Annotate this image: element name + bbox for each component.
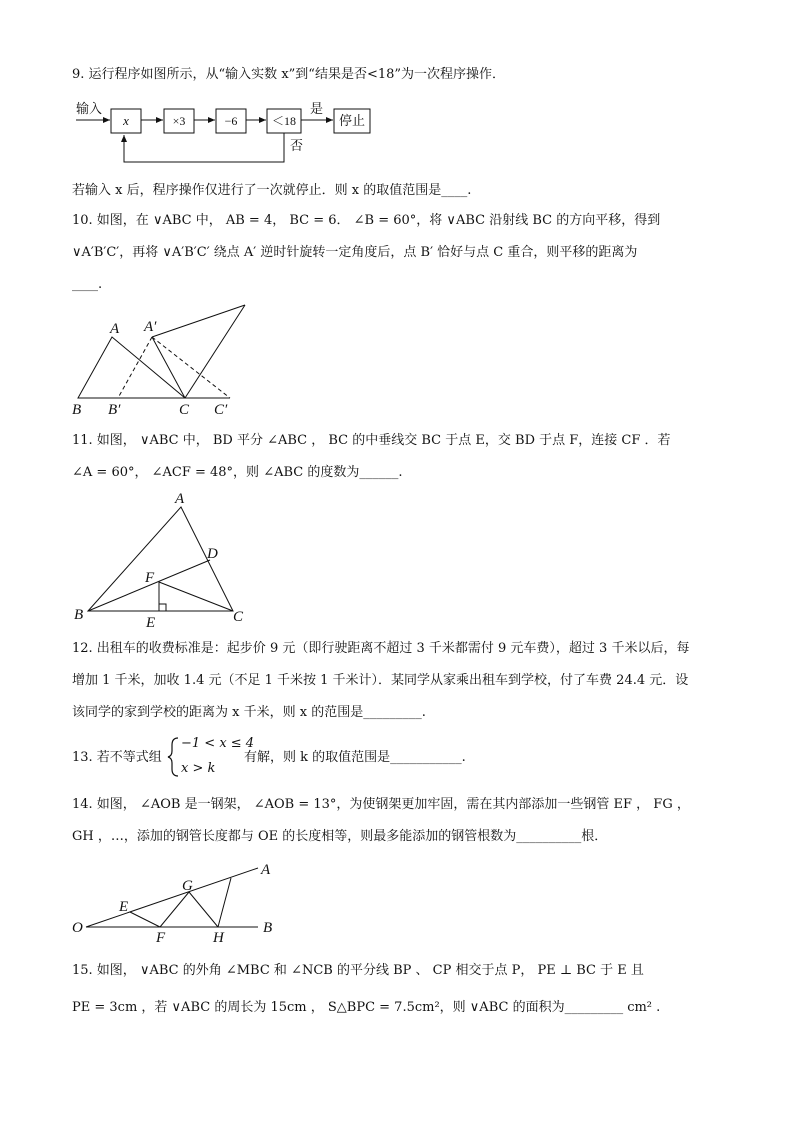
svg-text:＜18: ＜18 (271, 114, 297, 128)
fig10-label-C: C (179, 402, 190, 418)
q9-stem: 9. 运行程序如图所示，从“输入实数 x”到“结果是否<18”为一次程序操作． (72, 67, 506, 82)
svg-text:停止: 停止 (338, 113, 366, 128)
svg-text:−6: −6 (224, 114, 238, 128)
q11-line1: 11. 如图， ∨ABC 中， BD 平分 ∠ABC ， BC 的中垂线交 BC 于点 E，交 BD 于点 F，连接 CF ．若 (72, 433, 671, 448)
svg-text:x: x (123, 113, 129, 128)
q15-line1: 15. 如图， ∨ABC 的外角 ∠MBC 和 ∠NCB 的平分线 BP 、 CP 相交于点 P， PE ⊥ BC 于 E 且 (72, 963, 644, 978)
q13-suffix: 有解，则 k 的取值范围是___________. (244, 750, 466, 765)
fig10-label-B: B (72, 402, 82, 418)
q9-question: 若输入 x 后，程序操作仅进行了一次就停止．则 x 的取值范围是____. (72, 183, 472, 198)
fig14-label-B: B (263, 920, 273, 936)
fig10-label-A2: A′ (144, 319, 157, 335)
flow-no-label: 否 (290, 138, 304, 153)
fig11-label-C: C (233, 609, 244, 625)
q14-line1: 14. 如图， ∠AOB 是一钢架， ∠AOB = 13°，为使钢架更加牢固，需在其内部添加一些钢管 EF ， FG ， (72, 797, 690, 812)
fig10-label-A: A (110, 321, 120, 337)
q12-line1: 12. 出租车的收费标准是：起步价 9 元（即行驶距离不超过 3 千米都需付 9 元车费），超过 3 千米以后，每 (72, 641, 690, 656)
fig14-label-F: F (156, 930, 166, 946)
fig14-label-G: G (182, 878, 193, 894)
fig10-label-B2: B′ (108, 402, 121, 418)
fig11-label-D: D (207, 546, 218, 562)
fig14-label-O: O (72, 920, 83, 936)
q12-line3: 该同学的家到学校的距离为 x 千米，则 x 的范围是_________. (72, 705, 426, 720)
fig14-label-E: E (119, 899, 129, 915)
fig14-label-H: H (213, 930, 224, 946)
q13-ineq1: −1 < x ≤ 4 (181, 736, 255, 751)
q15-line2: PE = 3cm ，若 ∨ABC 的周长为 15cm ， S△BPC = 7.5cm²，则 ∨ABC 的面积为_________ cm² . (72, 1000, 661, 1015)
q11-line2: ∠A = 60°， ∠ACF = 48°，则 ∠ABC 的度数为______. (72, 465, 403, 480)
fig10-label-C2: C′ (214, 402, 228, 418)
fig11-label-F: F (145, 570, 155, 586)
q13-prefix: 13. 若不等式组 (72, 750, 162, 765)
q10-line3: ____. (72, 277, 103, 292)
fig14-label-A: A (261, 862, 271, 878)
q13-ineq2: x > k (181, 761, 216, 776)
svg-text:×3: ×3 (172, 114, 186, 128)
fig11-label-B: B (74, 607, 84, 623)
q14-line2: GH ，…，添加的钢管长度都与 OE 的长度相等，则最多能添加的钢管根数为__________根． (72, 829, 608, 844)
q10-line2: ∨A′B′C′，再将 ∨A′B′C′ 绕点 A′ 逆时针旋转一定角度后，点 B′ 恰好与点 C 重合，则平移的距离为 (72, 245, 638, 260)
flow-input-label: 输入 (76, 101, 103, 116)
q10-line1: 10. 如图，在 ∨ABC 中， AB = 4， BC = 6． ∠B = 60°，将 ∨ABC 沿射线 BC 的方向平移，得到 (72, 213, 661, 228)
fig11-label-E: E (146, 615, 156, 631)
fig11-label-A: A (175, 491, 185, 507)
q12-line2: 增加 1 千米，加收 1.4 元（不足 1 千米按 1 千米计）．某同学从家乘出租车到学校，付了车费 24.4 元．设 (72, 673, 689, 688)
flow-yes-label: 是 (310, 101, 324, 116)
